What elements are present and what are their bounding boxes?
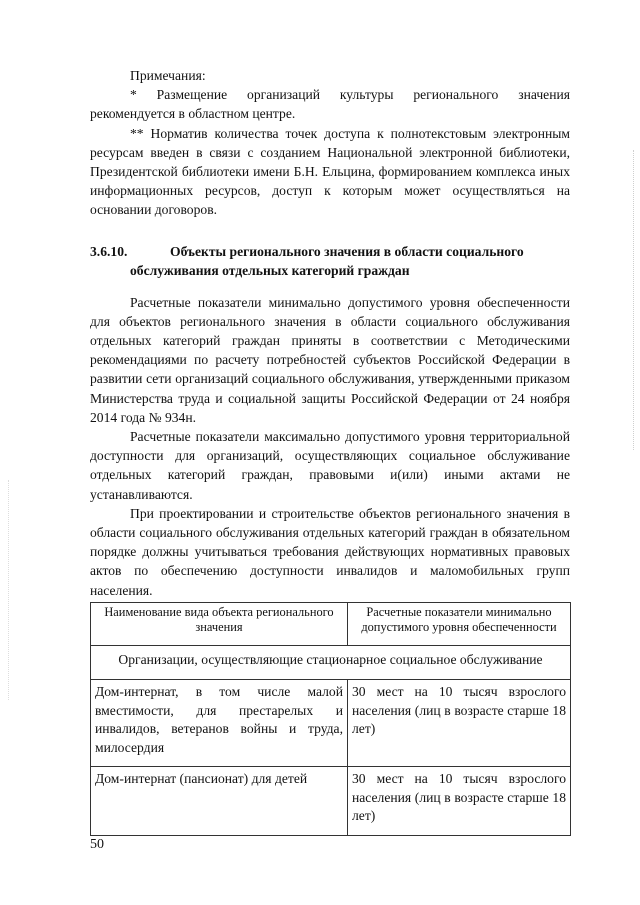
section-title-line2: обслуживания отдельных категорий граждан — [130, 262, 410, 278]
section-heading — [90, 242, 570, 280]
scan-edge-marks-left — [8, 480, 11, 700]
paragraph-2: Расчетные показатели максимально допустимого уровня территориальной доступности для организаций, осуществляющих социальное обслуживание отдельных категорий граждан, правовыми и(или) иными актами не устанавливаются. — [90, 429, 570, 502]
table-header-row — [91, 602, 571, 645]
page-content — [90, 66, 570, 836]
page-number: 50 — [90, 837, 104, 852]
table-header-value: Расчетные показатели минимально допустимого уровня обеспеченности — [348, 602, 571, 645]
section-title — [130, 242, 570, 280]
table-header-name: Наименование вида объекта регионального значения — [91, 602, 348, 645]
section-number: 3.6.10. — [90, 243, 128, 259]
paragraph-1: Расчетные показатели минимально допустимого уровня обеспеченности для объектов регионального значения в области социального обслуживания отдельных категорий граждан приняты в соответствии с Методическими рекомендациями по расчету потребностей субъектов Российской Федерации в развитии сети организаций социального обслуживания, утвержденными приказом Министерства труда и социальной защиты Российской Федерации от 24 ноября 2014 года № 934н. — [90, 294, 570, 425]
table-group-label: Организации, осуществляющие стационарное социальное обслуживание — [91, 645, 571, 680]
table-group-row — [91, 645, 571, 680]
scan-edge-marks — [631, 150, 634, 450]
table-cell-value: 30 мест на 10 тысяч взрослого населения (лиц в возрасте старше 18 лет) — [348, 767, 571, 836]
section-title-line1: Объекты регионального значения в области социального — [170, 243, 524, 259]
table-cell-value: 30 мест на 10 тысяч взрослого населения (лиц в возрасте старше 18 лет) — [348, 680, 571, 767]
table-row — [91, 767, 571, 836]
table-row — [91, 680, 571, 767]
paragraph-3: При проектировании и строительстве объектов регионального значения в области социального обслуживания отдельных категорий граждан в обязательном порядке должны учитываться требования действующих нормативных правовых актов по обеспечению доступности инвалидов и маломобильных групп населения. — [90, 505, 570, 598]
note-2: ** Норматив количества точек доступа к полнотекстовым электронным ресурсам введен в связи с созданием Национальной электронной библиотеки, Президентской библиотеки имени Б.Н. Ельцина, формированием комплекса иных информационных ресурсов, доступ к которым может осуществляться на основании договоров. — [90, 125, 570, 218]
norms-table — [90, 602, 571, 836]
table-cell-name: Дом-интернат, в том числе малой вместимости, для престарелых и инвалидов, ветеранов войны и труда, милосердия — [91, 680, 348, 767]
notes-heading: Примечания: — [130, 68, 206, 83]
note-1: * Размещение организаций культуры регионального значения рекомендуется в областном центре. — [90, 87, 570, 122]
table-cell-name: Дом-интернат (пансионат) для детей — [91, 767, 348, 836]
